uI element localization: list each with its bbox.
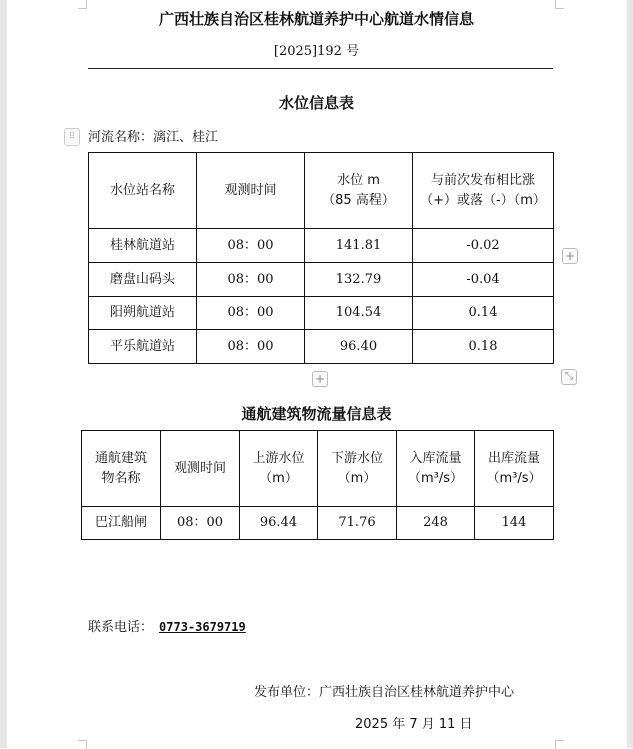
table-row — [89, 297, 554, 330]
downstream-level-value: 71.76 — [318, 507, 397, 540]
outflow-value: 144 — [475, 507, 554, 540]
header-outflow — [475, 431, 554, 507]
water-level-value: 141.81 — [305, 229, 413, 263]
observe-time: 08：00 — [197, 229, 305, 263]
header-level-line2: （85 高程） — [322, 192, 395, 208]
header-building-name — [82, 431, 161, 507]
header-downstream-line2: （m） — [337, 470, 377, 486]
water-level-value: 104.54 — [305, 297, 413, 330]
header-level — [305, 153, 413, 229]
publisher: 发布单位：广西壮族自治区桂林航道养护中心 — [254, 685, 515, 700]
table-row — [89, 229, 554, 263]
table-header-row — [82, 431, 554, 507]
observe-time: 08：00 — [197, 297, 305, 330]
add-column-button[interactable]: + — [562, 248, 578, 264]
station-name: 桂林航道站 — [89, 229, 197, 263]
observe-time: 08：00 — [197, 330, 305, 364]
publish-date: 2025 年 7 月 11 日 — [355, 717, 473, 732]
navigation-flow-table — [81, 430, 554, 540]
header-station: 水位站名称 — [89, 153, 197, 229]
table-row — [82, 507, 554, 540]
header-change — [413, 153, 554, 229]
upstream-level-value: 96.44 — [240, 507, 318, 540]
title-divider — [88, 68, 553, 69]
header-building-name-line1: 通航建筑 — [94, 450, 147, 466]
level-change-value: 0.18 — [413, 330, 554, 364]
building-name: 巴江船闸 — [82, 507, 161, 540]
header-change-line2: （+）或落（-）（m） — [420, 192, 546, 208]
station-name: 阳朔航道站 — [89, 297, 197, 330]
header-inflow-line2: （m³/s） — [407, 470, 464, 486]
water-level-value: 132.79 — [305, 263, 413, 297]
header-inflow-line1: 入库流量 — [409, 450, 462, 466]
header-downstream-line1: 下游水位 — [330, 450, 383, 466]
document-title: 广西壮族自治区桂林航道养护中心航道水情信息 — [158, 10, 474, 28]
header-outflow-line2: （m³/s） — [486, 470, 542, 486]
add-row-button[interactable]: + — [312, 371, 328, 387]
station-name: 平乐航道站 — [89, 330, 197, 364]
header-upstream-line2: （m） — [259, 470, 298, 486]
river-name: 河流名称：漓江、桂江 — [88, 130, 219, 145]
inflow-value: 248 — [397, 507, 475, 540]
header-inflow — [397, 431, 475, 507]
observe-time: 08：00 — [161, 507, 240, 540]
table-row — [89, 263, 554, 297]
header-downstream — [318, 431, 397, 507]
header-upstream — [240, 431, 318, 507]
header-level-line1: 水位 m — [337, 172, 380, 188]
navigation-section-title: 通航建筑物流量信息表 — [241, 405, 392, 423]
observe-time: 08：00 — [197, 263, 305, 297]
contact-label: 联系电话： — [88, 620, 154, 635]
contact-phone: 0773-3679719 — [159, 620, 246, 634]
table-header-row — [89, 153, 554, 229]
header-outflow-line1: 出库流量 — [487, 450, 540, 466]
document-number: [2025]192 号 — [273, 44, 360, 59]
station-name: 磨盘山码头 — [89, 263, 197, 297]
level-change-value: 0.14 — [413, 297, 554, 330]
header-time: 观测时间 — [197, 153, 305, 229]
table-row — [89, 330, 554, 364]
header-building-name-line2: 物名称 — [101, 470, 141, 486]
header-time: 观测时间 — [161, 431, 240, 507]
contact-line — [88, 616, 258, 635]
resize-table-handle[interactable]: ⤡ — [561, 369, 577, 385]
table-move-handle[interactable]: ⠿ — [64, 128, 80, 146]
water-level-value: 96.40 — [305, 330, 413, 364]
level-change-value: -0.02 — [413, 229, 554, 263]
level-change-value: -0.04 — [413, 263, 554, 297]
water-level-section-title: 水位信息表 — [278, 94, 354, 112]
header-upstream-line1: 上游水位 — [252, 450, 305, 466]
water-level-table — [88, 152, 554, 364]
header-change-line1: 与前次发布相比涨 — [430, 172, 535, 188]
